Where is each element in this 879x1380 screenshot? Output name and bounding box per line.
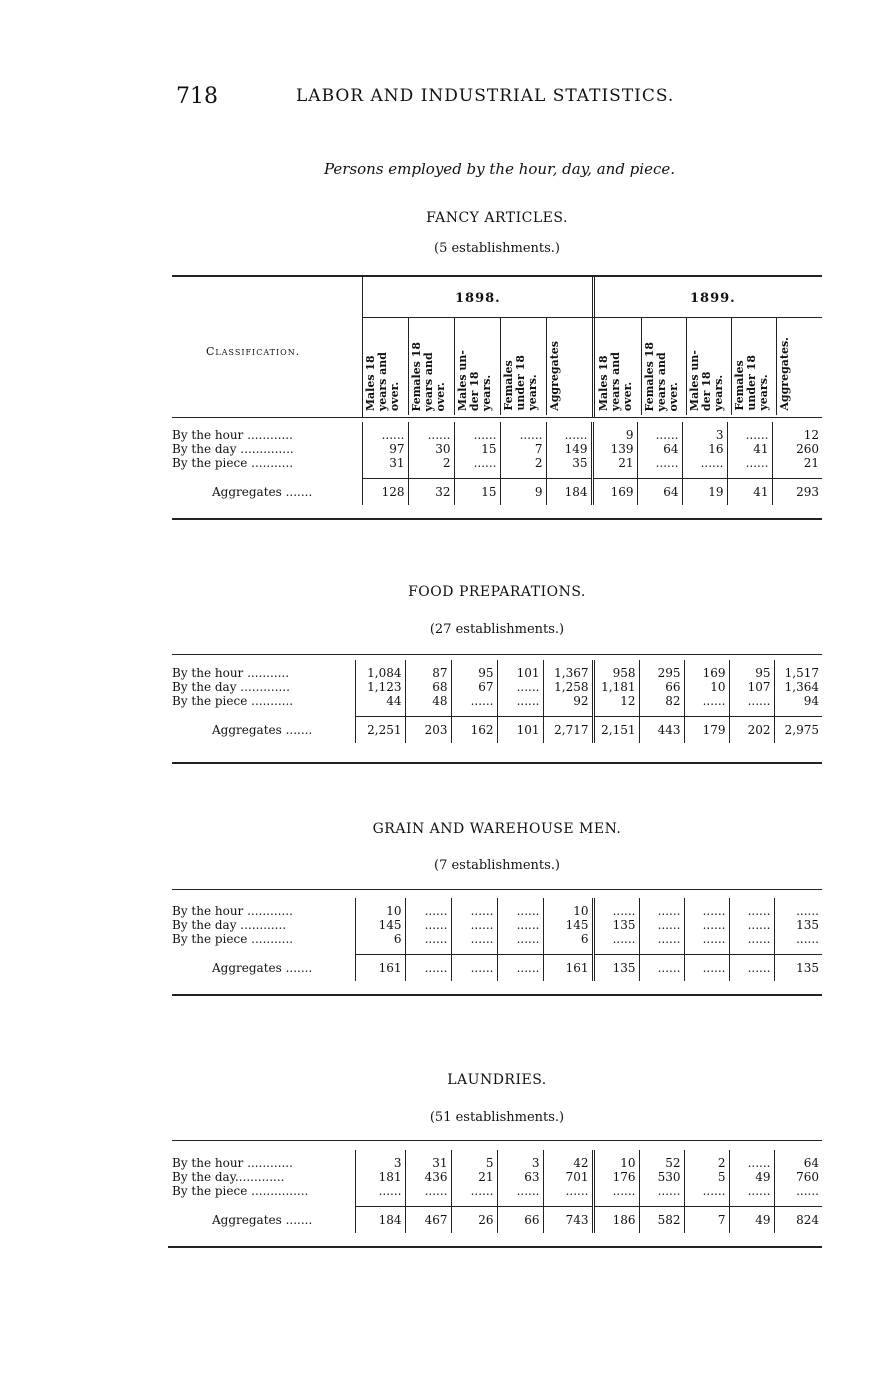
cell: 10 — [355, 898, 405, 918]
cell: ...... — [639, 898, 684, 918]
column-header-cell — [408, 317, 455, 415]
cell: 135 — [593, 918, 639, 932]
cell: 101 — [497, 660, 543, 680]
cell: 203 — [405, 717, 451, 744]
cell: 2 — [500, 456, 546, 479]
cell: 64 — [637, 442, 682, 456]
cell: 41 — [727, 442, 772, 456]
cell: ...... — [684, 694, 729, 717]
cell: 12 — [772, 422, 822, 442]
cell: ...... — [451, 694, 497, 717]
column-header-cell — [731, 317, 777, 415]
cell: 1,258 — [543, 680, 593, 694]
row-label: By the hour ............ — [172, 1156, 293, 1170]
cell: ...... — [497, 932, 543, 955]
table-row — [172, 1150, 822, 1170]
cell: 2,251 — [355, 717, 405, 744]
column-header-cell — [500, 317, 547, 415]
column-header-label: Females under 18 years. — [502, 355, 539, 411]
cell: 48 — [405, 694, 451, 717]
cell: 1,367 — [543, 660, 593, 680]
cell: ...... — [729, 1150, 774, 1170]
cell: 15 — [454, 442, 500, 456]
column-header-cell — [641, 317, 687, 415]
cell: ...... — [362, 422, 408, 442]
column-header-cell — [596, 317, 641, 415]
cell: ...... — [451, 932, 497, 955]
cell: 467 — [405, 1207, 451, 1234]
section-subtitle: (51 establishments.) — [429, 1110, 565, 1125]
table-row — [172, 898, 822, 918]
section-subtitle: (7 establishments.) — [434, 858, 560, 873]
cell: ...... — [684, 918, 729, 932]
cell: 82 — [639, 694, 684, 717]
cell: 15 — [454, 479, 500, 506]
cell: ...... — [451, 1184, 497, 1207]
cell: 64 — [637, 479, 682, 506]
cell: ...... — [729, 932, 774, 955]
cell: 3 — [497, 1150, 543, 1170]
row-label: By the hour ............ — [172, 904, 293, 918]
row-label: By the day............. — [172, 1170, 285, 1184]
cell: 260 — [772, 442, 822, 456]
cell: ...... — [497, 918, 543, 932]
cell: 760 — [774, 1170, 822, 1184]
column-header — [172, 275, 822, 418]
row-label: By the hour ............ — [172, 428, 293, 442]
cell: 97 — [362, 442, 408, 456]
cell: 149 — [546, 442, 592, 456]
cell: ...... — [639, 932, 684, 955]
cell: ...... — [405, 955, 451, 982]
table-row — [172, 422, 822, 442]
row-label: By the piece ........... — [172, 456, 294, 470]
table-bottom-rule — [172, 994, 822, 996]
cell: 49 — [729, 1170, 774, 1184]
cell: 21 — [772, 456, 822, 479]
aggregates-row — [172, 717, 822, 744]
cell: 67 — [451, 680, 497, 694]
cell: 2 — [408, 456, 454, 479]
cell: ...... — [546, 422, 592, 442]
cell: 64 — [774, 1150, 822, 1170]
column-header-cell — [362, 317, 409, 415]
row-label: By the hour ........... — [172, 666, 290, 680]
cell: 95 — [729, 660, 774, 680]
table-bottom-rule — [168, 1246, 822, 1248]
food-preparations-table — [172, 660, 822, 743]
cell: 42 — [543, 1150, 593, 1170]
column-header-cell — [686, 317, 732, 415]
fancy-articles-table — [172, 422, 822, 505]
row-label: Aggregates ....... — [212, 960, 313, 975]
cell: 145 — [355, 918, 405, 932]
cell: 6 — [543, 932, 593, 955]
cell: 743 — [543, 1207, 593, 1234]
table-top-rule — [172, 1140, 822, 1141]
cell: ...... — [639, 955, 684, 982]
cell: 824 — [774, 1207, 822, 1234]
cell: ...... — [684, 898, 729, 918]
cell: ...... — [729, 918, 774, 932]
cell: 41 — [727, 479, 772, 506]
row-label: By the day .............. — [172, 442, 294, 456]
column-header-label: Males un- der 18 years. — [688, 349, 725, 411]
cell: ...... — [454, 456, 500, 479]
cell: ...... — [405, 918, 451, 932]
cell: ...... — [729, 694, 774, 717]
column-header-label: Females 18 years and over. — [410, 341, 447, 411]
table-row — [172, 932, 822, 955]
row-label: By the piece ........... — [172, 932, 294, 946]
row-label: By the piece ............... — [172, 1184, 309, 1198]
cell: ...... — [451, 898, 497, 918]
cell: ...... — [729, 955, 774, 982]
cell: ...... — [593, 932, 639, 955]
cell: 958 — [593, 660, 639, 680]
row-label: By the piece ........... — [172, 694, 294, 708]
classification-header: Classification. — [206, 345, 301, 358]
column-header-label: Males un- der 18 years. — [456, 349, 493, 411]
cell: ...... — [451, 918, 497, 932]
section-title: FANCY ARTICLES. — [426, 210, 568, 226]
cell: ...... — [500, 422, 546, 442]
page-number: 718 — [176, 84, 218, 109]
section-subtitle: (5 establishments.) — [434, 241, 560, 256]
cell: 68 — [405, 680, 451, 694]
cell: ...... — [405, 1184, 451, 1207]
cell: 26 — [451, 1207, 497, 1234]
cell: 94 — [774, 694, 822, 717]
cell: 2,717 — [543, 717, 593, 744]
year-1898-header: 1898. — [455, 291, 501, 306]
cell: 35 — [546, 456, 592, 479]
cell: ...... — [684, 1184, 729, 1207]
cell: 95 — [451, 660, 497, 680]
cell: 92 — [543, 694, 593, 717]
cell: 179 — [684, 717, 729, 744]
cell: ...... — [774, 898, 822, 918]
cell: 161 — [355, 955, 405, 982]
cell: 6 — [355, 932, 405, 955]
cell: ...... — [684, 955, 729, 982]
cell: 184 — [355, 1207, 405, 1234]
running-head: LABOR AND INDUSTRIAL STATISTICS. — [296, 86, 675, 106]
laundries-table — [172, 1150, 822, 1233]
cell: 101 — [497, 717, 543, 744]
cell: ...... — [729, 898, 774, 918]
cell: 184 — [546, 479, 592, 506]
section-subtitle: (27 establishments.) — [429, 622, 565, 637]
cell: 1,181 — [593, 680, 639, 694]
cell: 1,364 — [774, 680, 822, 694]
cell: 31 — [405, 1150, 451, 1170]
cell: ...... — [497, 680, 543, 694]
table-row — [172, 456, 822, 479]
table-row — [172, 442, 822, 456]
cell: ...... — [727, 456, 772, 479]
cell: 3 — [355, 1150, 405, 1170]
cell: 169 — [684, 660, 729, 680]
table-bottom-rule — [172, 762, 822, 764]
cell: 162 — [451, 717, 497, 744]
table-top-rule — [172, 889, 822, 890]
cell: ...... — [497, 955, 543, 982]
cell: ...... — [593, 1184, 639, 1207]
cell: ...... — [454, 422, 500, 442]
cell: 1,123 — [355, 680, 405, 694]
table-row — [172, 1170, 822, 1184]
column-header-label: Males 18 years and over. — [364, 351, 401, 411]
cell: 135 — [774, 918, 822, 932]
cell: ...... — [729, 1184, 774, 1207]
column-header-label: Females 18 years and over. — [643, 341, 680, 411]
cell: 5 — [684, 1170, 729, 1184]
cell: 135 — [774, 955, 822, 982]
cell: ...... — [355, 1184, 405, 1207]
cell: 145 — [543, 918, 593, 932]
cell: 176 — [593, 1170, 639, 1184]
cell: ...... — [497, 898, 543, 918]
grain-warehouse-table — [172, 898, 822, 981]
cell: ...... — [684, 932, 729, 955]
cell: 32 — [408, 479, 454, 506]
cell: ...... — [774, 1184, 822, 1207]
cell: 52 — [639, 1150, 684, 1170]
page-caption: Persons employed by the hour, day, and piece. — [323, 160, 676, 178]
column-header-label: Females under 18 years. — [733, 355, 770, 411]
cell: ...... — [497, 694, 543, 717]
cell: 169 — [592, 479, 637, 506]
column-header-cell — [454, 317, 501, 415]
column-header-label: Aggregates — [548, 341, 561, 411]
column-header-cell — [546, 317, 593, 415]
cell: 5 — [451, 1150, 497, 1170]
cell: ...... — [593, 898, 639, 918]
table-bottom-rule — [172, 518, 822, 520]
table-row — [172, 1184, 822, 1207]
row-label: By the day ............. — [172, 680, 290, 694]
aggregates-row — [172, 1207, 822, 1234]
table-row — [172, 918, 822, 932]
cell: 107 — [729, 680, 774, 694]
cell: ...... — [497, 1184, 543, 1207]
cell: 139 — [592, 442, 637, 456]
cell: 701 — [543, 1170, 593, 1184]
row-label: Aggregates ....... — [212, 722, 313, 737]
cell: ...... — [637, 456, 682, 479]
column-header-cell — [776, 317, 823, 415]
cell: 7 — [684, 1207, 729, 1234]
cell: ...... — [639, 918, 684, 932]
cell: 128 — [362, 479, 408, 506]
cell: 44 — [355, 694, 405, 717]
cell: ...... — [682, 456, 727, 479]
cell: 443 — [639, 717, 684, 744]
cell: 181 — [355, 1170, 405, 1184]
aggregates-row — [172, 479, 822, 506]
section-title: LAUNDRIES. — [447, 1072, 547, 1088]
cell: 2,975 — [774, 717, 822, 744]
cell: ...... — [637, 422, 682, 442]
cell: 3 — [682, 422, 727, 442]
aggregates-row — [172, 955, 822, 982]
cell: ...... — [543, 1184, 593, 1207]
cell: 16 — [682, 442, 727, 456]
row-label: By the day ............ — [172, 918, 287, 932]
row-label: Aggregates ....... — [212, 1212, 313, 1227]
cell: 49 — [729, 1207, 774, 1234]
section-title: GRAIN AND WAREHOUSE MEN. — [372, 821, 622, 837]
cell: 10 — [593, 1150, 639, 1170]
cell: ...... — [451, 955, 497, 982]
table-row — [172, 694, 822, 717]
cell: 436 — [405, 1170, 451, 1184]
column-header-label: Males 18 years and over. — [597, 351, 634, 411]
cell: 186 — [593, 1207, 639, 1234]
cell: 12 — [593, 694, 639, 717]
cell: 161 — [543, 955, 593, 982]
cell: 19 — [682, 479, 727, 506]
cell: 87 — [405, 660, 451, 680]
cell: 63 — [497, 1170, 543, 1184]
cell: ...... — [405, 932, 451, 955]
cell: 7 — [500, 442, 546, 456]
cell: 530 — [639, 1170, 684, 1184]
cell: 66 — [497, 1207, 543, 1234]
table-top-rule — [172, 654, 822, 655]
cell: 293 — [772, 479, 822, 506]
cell: 1,517 — [774, 660, 822, 680]
cell: ...... — [727, 422, 772, 442]
cell: 202 — [729, 717, 774, 744]
cell: 1,084 — [355, 660, 405, 680]
cell: ...... — [774, 932, 822, 955]
cell: 2,151 — [593, 717, 639, 744]
row-label: Aggregates ....... — [212, 484, 313, 499]
cell: 10 — [684, 680, 729, 694]
cell: 135 — [593, 955, 639, 982]
cell: 9 — [500, 479, 546, 506]
cell: 21 — [592, 456, 637, 479]
cell: 2 — [684, 1150, 729, 1170]
table-row — [172, 680, 822, 694]
cell: ...... — [639, 1184, 684, 1207]
cell: 9 — [592, 422, 637, 442]
cell: ...... — [405, 898, 451, 918]
cell: 30 — [408, 442, 454, 456]
cell: ...... — [408, 422, 454, 442]
cell: 21 — [451, 1170, 497, 1184]
table-row — [172, 660, 822, 680]
section-title: FOOD PREPARATIONS. — [408, 584, 586, 600]
cell: 31 — [362, 456, 408, 479]
cell: 582 — [639, 1207, 684, 1234]
cell: 295 — [639, 660, 684, 680]
cell: 10 — [543, 898, 593, 918]
cell: 66 — [639, 680, 684, 694]
column-header-label: Aggregates. — [778, 337, 791, 411]
year-1899-header: 1899. — [690, 291, 736, 306]
